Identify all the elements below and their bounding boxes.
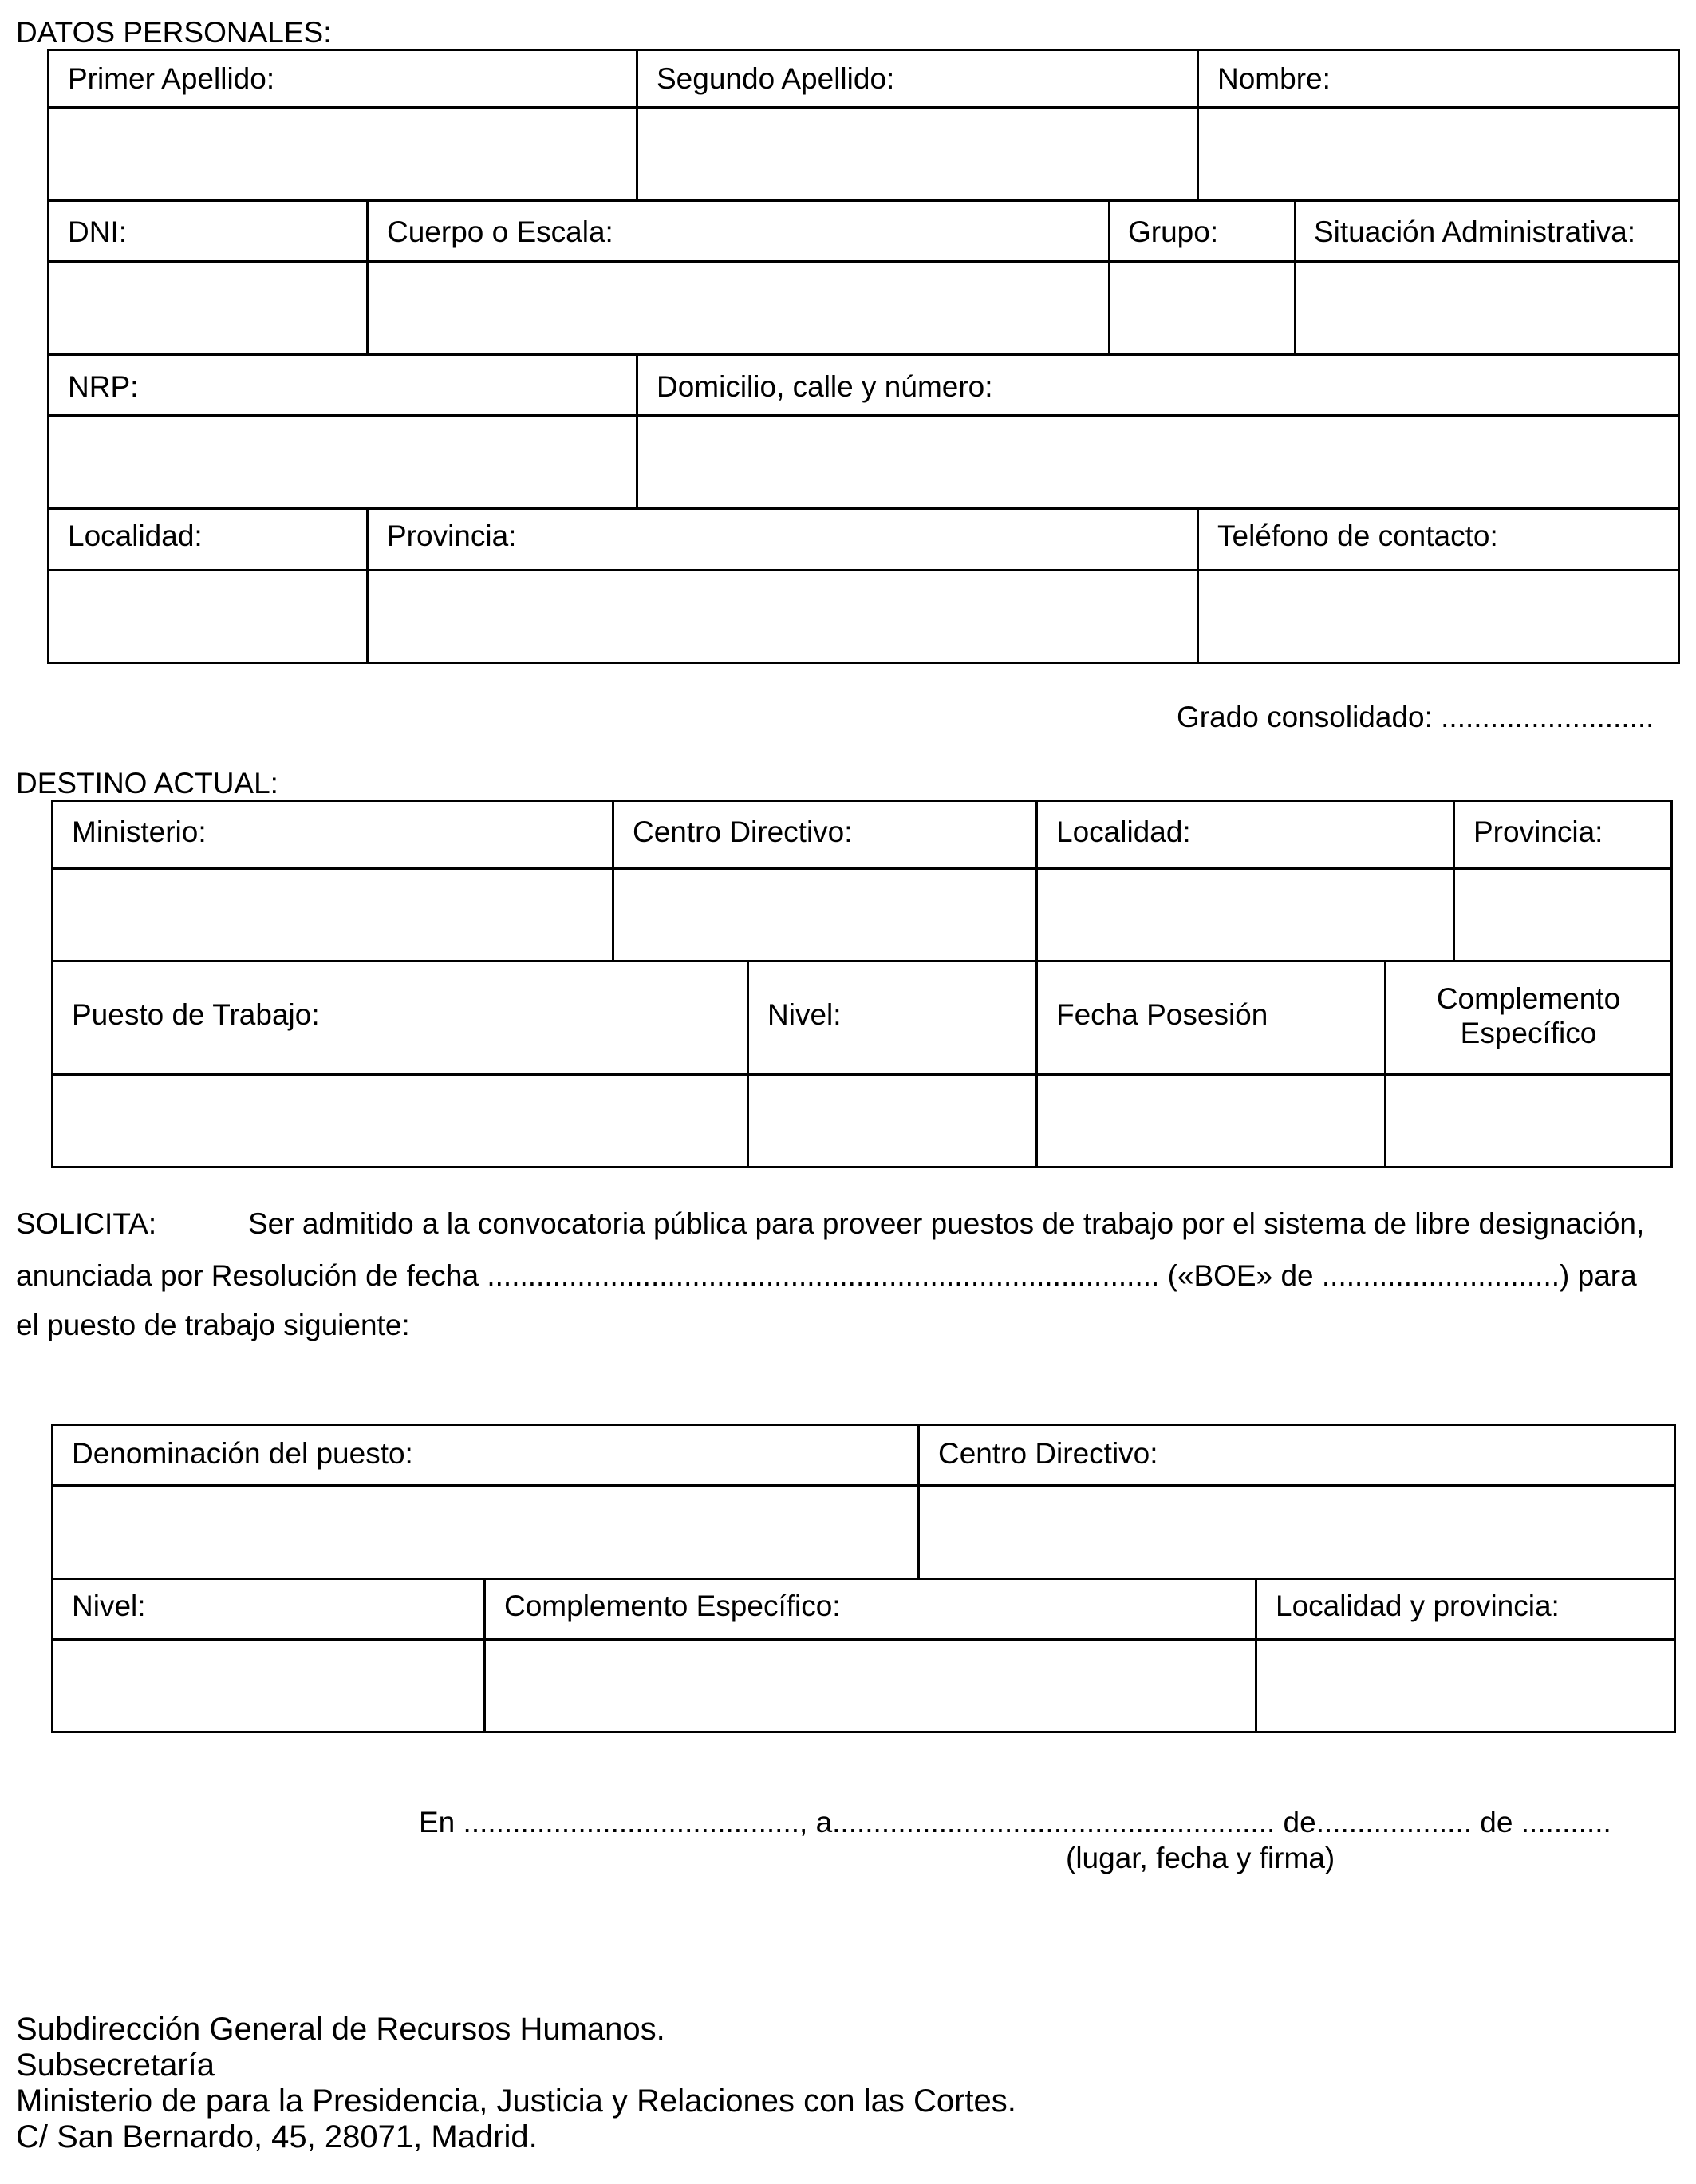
field-primer-apellido[interactable]	[49, 109, 636, 199]
label-provincia: Provincia:	[387, 519, 517, 552]
label-complemento-especifico-actual	[1386, 982, 1670, 1050]
field-nombre[interactable]	[1199, 109, 1678, 199]
field-complemento-especifico-actual[interactable]	[1386, 1076, 1670, 1166]
field-provincia-actual[interactable]	[1455, 870, 1670, 960]
label-grupo: Grupo:	[1128, 215, 1219, 248]
label-complemento-line1: Complemento	[1436, 982, 1621, 1015]
solicita-label: SOLICITA:	[16, 1207, 157, 1240]
field-provincia[interactable]	[369, 571, 1197, 662]
field-situacion-administrativa[interactable]	[1296, 263, 1678, 353]
label-domicilio: Domicilio, calle y número:	[657, 370, 993, 403]
field-denominacion-puesto[interactable]	[53, 1487, 917, 1578]
label-nombre: Nombre:	[1217, 62, 1331, 95]
field-nivel-solicitado[interactable]	[53, 1641, 483, 1731]
field-localidad-actual[interactable]	[1038, 870, 1453, 960]
field-localidad-provincia[interactable]	[1257, 1641, 1674, 1731]
destino-actual-title: DESTINO ACTUAL:	[16, 767, 278, 800]
label-complemento-line2: Específico	[1460, 1016, 1597, 1049]
label-complemento-especifico-solicitado: Complemento Específico:	[504, 1590, 841, 1622]
field-dni[interactable]	[49, 263, 366, 353]
label-telefono: Teléfono de contacto:	[1217, 519, 1498, 552]
label-nivel-actual: Nivel:	[767, 998, 842, 1031]
solicita-line2: anunciada por Resolución de fecha .................................................................................. («BOE» de .............................) para	[16, 1259, 1637, 1292]
field-centro-directivo-solicitado[interactable]	[920, 1487, 1674, 1578]
label-localidad-provincia: Localidad y provincia:	[1276, 1590, 1560, 1622]
field-grupo[interactable]	[1110, 263, 1294, 353]
label-primer-apellido: Primer Apellido:	[68, 62, 275, 95]
field-nrp[interactable]	[49, 417, 636, 507]
field-fecha-posesion[interactable]	[1038, 1076, 1384, 1166]
label-fecha-posesion: Fecha Posesión	[1056, 998, 1268, 1031]
label-centro-directivo-solicitado: Centro Directivo:	[938, 1437, 1158, 1470]
footer-line-2: Subsecretaría	[16, 2048, 215, 2083]
label-centro-directivo-actual: Centro Directivo:	[633, 816, 853, 848]
solicita-line1: Ser admitido a la convocatoria pública para proveer puestos de trabajo por el sistema de libre designación,	[248, 1207, 1645, 1240]
field-localidad[interactable]	[49, 571, 366, 662]
field-nivel-actual[interactable]	[749, 1076, 1035, 1166]
field-cuerpo-escala[interactable]	[369, 263, 1108, 353]
field-centro-directivo-actual[interactable]	[614, 870, 1035, 960]
label-nrp: NRP:	[68, 370, 139, 403]
field-telefono[interactable]	[1199, 571, 1678, 662]
label-segundo-apellido: Segundo Apellido:	[657, 62, 895, 95]
label-ministerio: Ministerio:	[72, 816, 207, 848]
label-denominacion-puesto: Denominación del puesto:	[72, 1437, 413, 1470]
footer-line-3: Ministerio de para la Presidencia, Justicia y Relaciones con las Cortes.	[16, 2083, 1016, 2119]
label-nivel-solicitado: Nivel:	[72, 1590, 146, 1622]
datos-personales-title: DATOS PERSONALES:	[16, 16, 332, 49]
solicita-line3: el puesto de trabajo siguiente:	[16, 1309, 410, 1341]
label-dni: DNI:	[68, 215, 127, 248]
label-localidad: Localidad:	[68, 519, 203, 552]
label-localidad-actual: Localidad:	[1056, 816, 1191, 848]
grado-consolidado: Grado consolidado: ..........................	[1177, 701, 1655, 733]
firma-line: En ........................................., a...................................................... de................... de ...........	[419, 1806, 1611, 1838]
label-puesto-trabajo: Puesto de Trabajo:	[72, 998, 320, 1031]
label-provincia-actual: Provincia:	[1473, 816, 1603, 848]
label-situacion-administrativa: Situación Administrativa:	[1314, 215, 1636, 248]
footer-line-4: C/ San Bernardo, 45, 28071, Madrid.	[16, 2119, 538, 2154]
field-ministerio[interactable]	[53, 870, 612, 960]
footer-line-1: Subdirección General de Recursos Humanos.	[16, 2012, 665, 2047]
field-segundo-apellido[interactable]	[638, 109, 1197, 199]
field-domicilio[interactable]	[638, 417, 1678, 507]
field-complemento-especifico-solicitado[interactable]	[486, 1641, 1255, 1731]
label-cuerpo-escala: Cuerpo o Escala:	[387, 215, 613, 248]
field-puesto-trabajo[interactable]	[53, 1076, 747, 1166]
firma-caption: (lugar, fecha y firma)	[1066, 1842, 1335, 1874]
